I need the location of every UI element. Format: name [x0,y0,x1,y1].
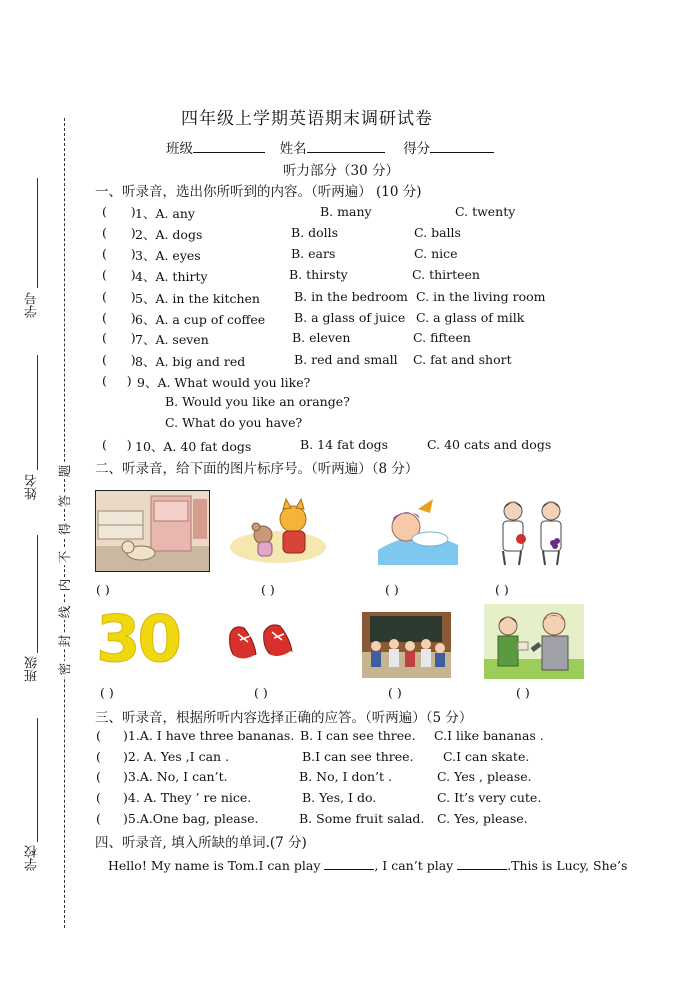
score-field-blank[interactable] [430,140,494,153]
picture-number-blank-5[interactable]: ( ) [100,685,114,700]
response-option-b: B. Some fruit salad. [299,811,425,826]
answer-paren[interactable]: ( ) [102,289,136,304]
response-option-b: B. No, I don’t . [299,769,392,784]
answer-paren[interactable]: ( [96,749,101,764]
school-label: 学校 [25,845,40,871]
answer-paren[interactable]: ( [96,728,101,743]
answer-paren[interactable]: ( ) [102,352,136,367]
student-id-line [37,178,38,288]
picture-number-blank-7[interactable]: ( ) [388,685,402,700]
option-c: C. nice [414,246,458,261]
class-field-blank[interactable] [193,140,265,153]
answer-paren[interactable]: ( ) [102,330,136,345]
name-field-blank[interactable] [307,140,385,153]
option-b: B. dolls [291,225,339,240]
passage-part-1: Hello! My name is Tom.I can play [108,858,325,873]
q9-paren: ( ) [102,373,132,388]
option-b: B. many [320,204,372,219]
option-c: C. a glass of milk [416,310,525,325]
option-c: C. in the living room [416,289,546,304]
response-option-c: C. It’s very cute. [437,790,542,805]
section3-header: 三、听录音，根据所听内容选择正确的应答。（听两遍）（5 分） [95,710,473,726]
blank-1[interactable] [324,857,374,870]
q10-option-a: 10、A. 40 fat dogs [135,439,252,454]
option-b: B. eleven [292,330,351,345]
option-c: C. fat and short [413,352,512,367]
response-option-a: )5.A.One bag, please. [123,811,259,826]
answer-paren[interactable]: ( [96,790,101,805]
q9-option-b: B. Would you like an orange? [165,394,350,409]
cat-and-mouse-picture [228,497,328,567]
response-option-b: B. I can see three. [300,728,416,743]
shoes-picture [226,620,296,666]
option-b: B. thirsty [289,267,348,282]
response-option-a: )4. A. They ’ re nice. [123,790,252,805]
section1-header: 一、听录音，选出你所听到的内容。（听两遍） (10 分) [95,184,422,200]
name-label: 姓名 [25,474,40,500]
option-a: 4、A. thirty [135,269,208,284]
seal-char: 线 [57,605,72,619]
option-a: 5、A. in the kitchen [135,291,260,306]
q9-option-c: C. What do you have? [165,415,303,430]
seal-char: 得 [57,522,72,536]
response-option-c: C. Yes , please. [437,769,532,784]
response-option-b: B.I can see three. [302,749,414,764]
option-c: C. balls [414,225,461,240]
info-row [166,137,494,157]
response-option-c: C.I can skate. [443,749,530,764]
option-c: C. twenty [455,204,516,219]
option-a: 7、A. seven [135,332,209,347]
q9-option-a: 9、A. What would you like? [137,375,311,390]
option-c: C. fifteen [413,330,471,345]
classroom-picture [362,612,451,678]
answer-paren[interactable]: ( ) [102,204,136,219]
q10-paren: ( ) [102,437,132,452]
option-b: B. in the bedroom [294,289,408,304]
seal-char: 题 [57,464,72,478]
seal-char: 不 [57,550,72,564]
response-option-c: C. Yes, please. [437,811,528,826]
passage-part-3: .This is Lucy, She’s [507,858,628,873]
option-a: 2、A. dogs [135,227,203,242]
class-label: 班级 [25,656,40,682]
response-option-a: )2. A. Yes ,I can . [123,749,230,764]
seal-char: 密 [57,662,72,676]
name-field-label: 姓名 [279,141,307,157]
picture-number-blank-6[interactable]: ( ) [254,685,268,700]
section4-header: 四、听录音, 填入所缺的单词.(7 分) [95,835,307,851]
option-b: B. ears [291,246,336,261]
option-c: C. thirteen [412,267,480,282]
listening-title: 听力部分（30 分） [283,163,399,179]
answer-paren[interactable]: ( ) [102,246,136,261]
option-a: 8、A. big and red [135,354,246,369]
blank-2[interactable] [457,857,507,870]
picture-number-blank-3[interactable]: ( ) [385,582,399,597]
q10-option-b: B. 14 fat dogs [300,437,389,452]
option-a: 6、A. a cup of coffee [135,312,266,327]
answer-paren[interactable]: ( ) [102,225,136,240]
passage-line [108,857,627,873]
picture-number-blank-4[interactable]: ( ) [495,582,509,597]
people-with-fruit-picture [493,495,573,567]
school-line [37,718,38,842]
answer-paren[interactable]: ( [96,811,101,826]
class-field-label: 班级 [166,141,193,157]
picture-number-blank-8[interactable]: ( ) [516,685,530,700]
q10-option-c: C. 40 cats and dogs [427,437,552,452]
picture-number-blank-2[interactable]: ( ) [261,582,275,597]
number-30-picture: 30 [96,603,180,677]
answer-paren[interactable]: ( ) [102,310,136,325]
answer-paren[interactable]: ( [96,769,101,784]
section2-header: 二、听录音，给下面的图片标序号。（听两遍）（8 分） [95,461,419,477]
kitchen-dog-picture [95,490,210,572]
response-option-a: )3.A. No, I can’t. [123,769,228,784]
seal-char: 内 [57,578,72,592]
option-b: B. a glass of juice [294,310,406,325]
gift-giving-picture [484,604,584,679]
passage-part-2: , I can’t play [374,858,458,873]
class-line [37,535,38,653]
seal-char: 封 [57,634,72,648]
response-option-a: )1.A. I have three bananas. [123,728,295,743]
picture-number-blank-1[interactable]: ( ) [96,582,110,597]
exam-title: 四年级上学期英语期末调研试卷 [181,109,433,129]
score-field-label: 得分 [403,141,431,157]
child-in-bed-picture [378,495,458,565]
answer-paren[interactable]: ( ) [102,267,136,282]
student-id-label: 学号 [25,292,40,318]
option-a: 1、A. any [135,206,195,221]
seal-char: 答 [57,494,72,508]
option-a: 3、A. eyes [135,248,201,263]
response-option-c: C.I like bananas . [434,728,544,743]
name-line [37,355,38,470]
response-option-b: B. Yes, I do. [302,790,377,805]
option-b: B. red and small [294,352,398,367]
